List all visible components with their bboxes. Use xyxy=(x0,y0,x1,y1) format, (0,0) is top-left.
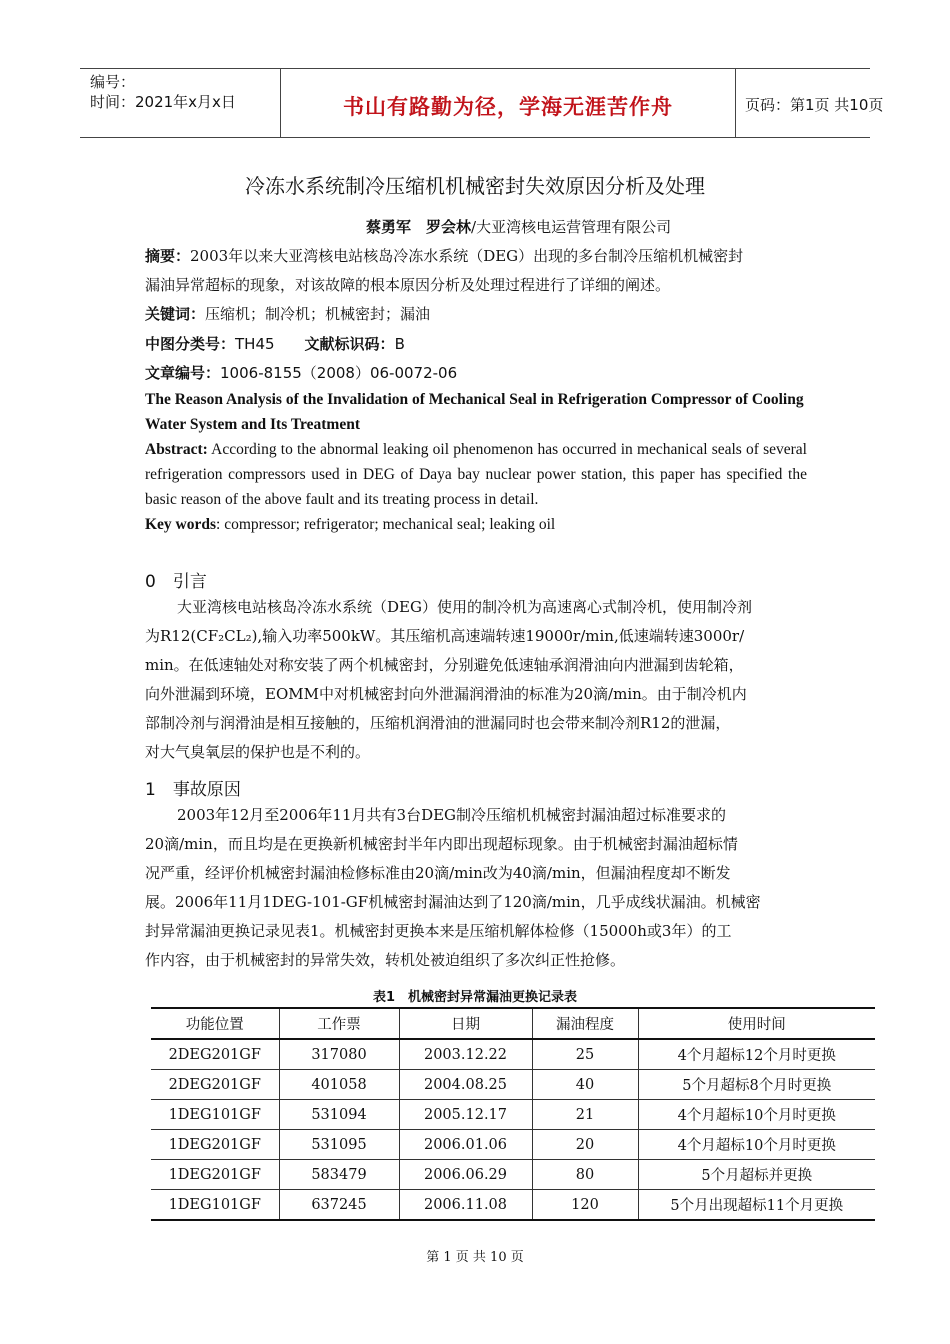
section-1-body xyxy=(145,801,807,975)
section-0-body xyxy=(145,593,807,767)
table-cell: 20 xyxy=(532,1130,638,1160)
section-0-line: min。在低速轴处对称安装了两个机械密封，分别避免低速轴承润滑油向内泄漏到齿轮箱， xyxy=(145,656,744,674)
column-header: 功能位置 xyxy=(151,1008,279,1039)
table-cell: 2004.08.25 xyxy=(399,1070,532,1100)
abstract-cn-text1: 2003年以来大亚湾核电站核岛冷冻水系统（DEG）出现的多台制冷压缩机机械密封 xyxy=(190,247,744,265)
clc-value: TH45 xyxy=(235,335,275,353)
table-row xyxy=(151,1100,875,1130)
header-page-cell xyxy=(735,69,884,137)
table-cell: 4个月超标12个月时更换 xyxy=(638,1039,875,1070)
header-motto: 书山有路勤为径，学海无涯苦作舟 xyxy=(343,95,673,119)
table-cell: 1DEG201GF xyxy=(151,1130,279,1160)
english-abstract-text: According to the abnormal leaking oil phenomenon has occurred in mechanical seals of several refrigeration compressors used in DEG of Daya bay nuclear power station, this paper has specified the basic reason of the above fault and its treating process in detail. xyxy=(145,441,807,508)
section-1-line: 封异常漏油更换记录见表1。机械密封更换本来是压缩机解体检修（15000h或3年）的工 xyxy=(145,922,732,940)
table-cell: 637245 xyxy=(279,1190,399,1221)
table-row xyxy=(151,1160,875,1190)
table-cell: 2DEG201GF xyxy=(151,1039,279,1070)
table-cell: 2006.11.08 xyxy=(399,1190,532,1221)
article-number-value: 1006-8155（2008）06-0072-06 xyxy=(220,364,458,382)
table-cell: 2003.12.22 xyxy=(399,1039,532,1070)
article-number-line xyxy=(145,362,457,383)
clc-label: 中图分类号： xyxy=(145,335,236,353)
table-cell: 25 xyxy=(532,1039,638,1070)
keywords-cn-label: 关键词： xyxy=(145,305,206,323)
page-title: 冷冻水系统制冷压缩机机械密封失效原因分析及处理 xyxy=(245,174,705,198)
english-abstract-label: Abstract: xyxy=(145,441,208,458)
table-cell: 1DEG101GF xyxy=(151,1100,279,1130)
table-cell: 401058 xyxy=(279,1070,399,1100)
page-footer: 第 1 页 共 10 页 xyxy=(426,1250,524,1265)
table-row xyxy=(151,1130,875,1160)
table-cell: 5个月超标并更换 xyxy=(638,1160,875,1190)
english-abstract xyxy=(145,437,807,537)
table-row xyxy=(151,1190,875,1221)
table-cell: 5个月超标8个月时更换 xyxy=(638,1070,875,1100)
english-title: The Reason Analysis of the Invalidation of Mechanical Seal in Refrigeration Compressor of Cooling Water System and Its Treatment xyxy=(145,391,804,433)
table-cell: 1DEG101GF xyxy=(151,1190,279,1221)
english-keywords-label: Key words xyxy=(145,516,217,533)
section-0-line: 向外泄漏到环境，EOMM中对机械密封向外泄漏润滑油的标准为20滴/min。由于制冷机内 xyxy=(145,685,747,703)
table-row xyxy=(151,1070,875,1100)
section-1-heading: 1 事故原因 xyxy=(145,780,241,800)
authors-line xyxy=(366,216,671,237)
header-page-number: 页码：第1页 共10页 xyxy=(745,96,884,114)
table-row xyxy=(151,1039,875,1070)
table-cell: 40 xyxy=(532,1070,638,1100)
table-cell: 583479 xyxy=(279,1160,399,1190)
document-number-label: 编号： xyxy=(90,73,136,91)
doc-code-label: 文献标识码： xyxy=(304,335,395,353)
section-1-line: 2003年12月至2006年11月共有3台DEG制冷压缩机机械密封漏油超过标准要求的 xyxy=(177,806,727,824)
abstract-cn-label: 摘要： xyxy=(145,247,191,265)
table-cell: 2006.01.06 xyxy=(399,1130,532,1160)
table-cell: 1DEG201GF xyxy=(151,1160,279,1190)
table-cell: 2006.06.29 xyxy=(399,1160,532,1190)
header-motto-cell xyxy=(280,69,736,137)
table-cell: 5个月出现超标11个月更换 xyxy=(638,1190,875,1221)
table-cell: 531095 xyxy=(279,1130,399,1160)
section-0-line: 对大气臭氧层的保护也是不利的。 xyxy=(145,743,371,761)
table-cell: 80 xyxy=(532,1160,638,1190)
column-header: 使用时间 xyxy=(638,1008,875,1039)
table-cell: 21 xyxy=(532,1100,638,1130)
author-affiliation: /大亚湾核电运营管理有限公司 xyxy=(471,218,672,236)
table-cell: 2005.12.17 xyxy=(399,1100,532,1130)
column-header: 漏油程度 xyxy=(532,1008,638,1039)
author-names: 蔡勇军 罗会林 xyxy=(366,218,472,236)
table-cell: 531094 xyxy=(279,1100,399,1130)
document-date-label: 时间：2021年x月x日 xyxy=(90,93,236,111)
section-0-line: 为R12(CF₂CL₂),输入功率500kW。其压缩机高速端转速19000r/min,低速端转速3000r/ xyxy=(145,627,745,645)
section-1-line: 况严重，经评价机械密封漏油检修标准由20滴/min改为40滴/min，但漏油程度却不断发 xyxy=(145,864,731,882)
page-header xyxy=(80,68,884,138)
abstract-cn-line1 xyxy=(145,245,743,266)
table-header-row xyxy=(151,1008,875,1039)
article-number-label: 文章编号： xyxy=(145,364,221,382)
table-cell: 2DEG201GF xyxy=(151,1070,279,1100)
section-0-heading: 0 引言 xyxy=(145,572,207,592)
column-header: 工作票 xyxy=(279,1008,399,1039)
section-0-line: 大亚湾核电站核岛冷冻水系统（DEG）使用的制冷机为高速离心式制冷机，使用制冷剂 xyxy=(177,598,752,616)
table-cell: 120 xyxy=(532,1190,638,1221)
english-keywords-text: : compressor; refrigerator; mechanical seal; leaking oil xyxy=(216,516,556,533)
keywords-cn xyxy=(145,303,430,324)
section-1-line: 20滴/min，而且均是在更换新机械密封半年内即出现超标现象。由于机械密封漏油超标情 xyxy=(145,835,738,853)
section-1-line: 作内容，由于机械密封的异常失效，转机处被迫组织了多次纠正性抢修。 xyxy=(145,951,626,969)
classification-line xyxy=(145,333,405,354)
section-1-line: 展。2006年11月1DEG-101-GF机械密封漏油达到了120滴/min，几乎成线状漏油。机械密 xyxy=(145,893,761,911)
header-meta-cell xyxy=(80,69,280,137)
seal-replacement-table xyxy=(151,1007,875,1221)
section-0-line: 部制冷剂与润滑油是相互接触的，压缩机润滑油的泄漏同时也会带来制冷剂R12的泄漏， xyxy=(145,714,731,732)
table-cell: 317080 xyxy=(279,1039,399,1070)
doc-code-value: B xyxy=(394,335,405,353)
table-cell: 4个月超标10个月时更换 xyxy=(638,1100,875,1130)
table-cell: 4个月超标10个月时更换 xyxy=(638,1130,875,1160)
abstract-cn-line2: 漏油异常超标的现象，对该故障的根本原因分析及处理过程进行了详细的阐述。 xyxy=(145,276,671,294)
keywords-cn-text: 压缩机；制冷机；机械密封；漏油 xyxy=(205,305,431,323)
table-caption: 表1 机械密封异常漏油更换记录表 xyxy=(372,990,578,1005)
column-header: 日期 xyxy=(399,1008,532,1039)
